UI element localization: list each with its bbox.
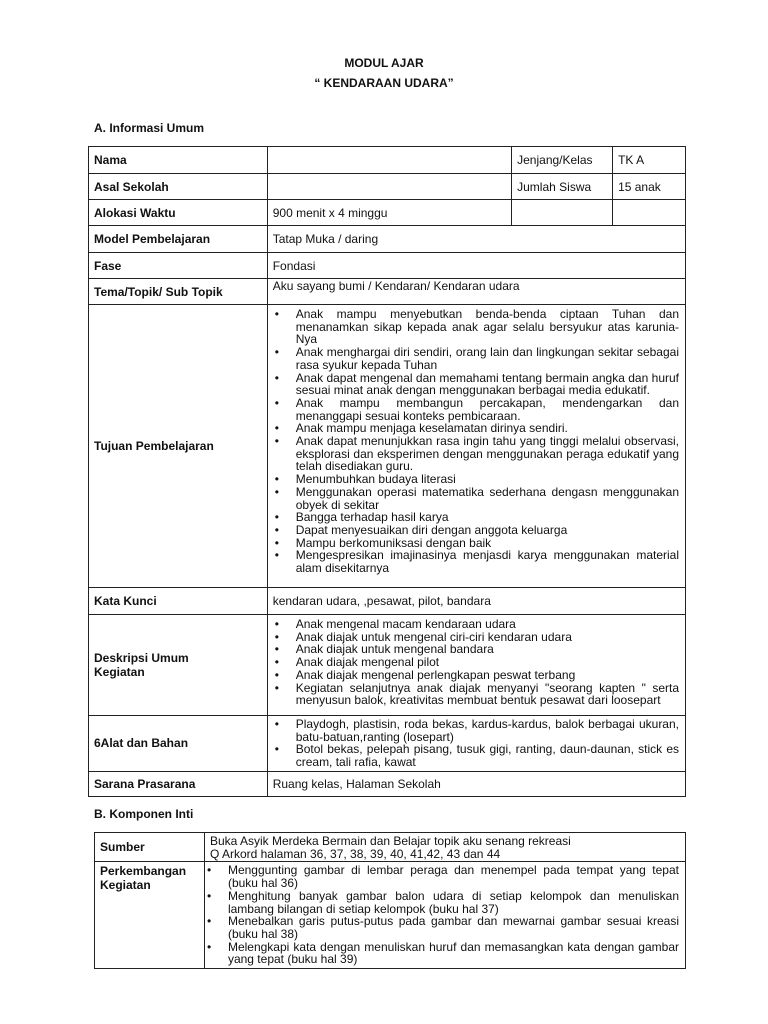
alat-cell <box>267 716 685 772</box>
sekolah-value <box>267 174 511 200</box>
row-perkembangan <box>95 862 686 969</box>
fase-label: Fase <box>89 253 268 279</box>
perkembangan-list <box>205 864 679 966</box>
sarana-value: Ruang kelas, Halaman Sekolah <box>267 771 685 796</box>
fase-value: Fondasi <box>267 253 685 279</box>
komponen-inti-table <box>94 832 686 969</box>
tujuan-list <box>273 308 679 575</box>
kunci-value: kendaran udara, ,pesawat, pilot, bandara <box>267 588 685 615</box>
alat-label: 6Alat dan Bahan <box>89 716 268 772</box>
row-asal-sekolah <box>89 174 686 200</box>
list-item: • Mengespresikan imajinasinya menjasdi karya menggunakan material alam disekitarnya <box>273 549 679 574</box>
row-alat-bahan <box>89 716 686 772</box>
row-sarana <box>89 771 686 796</box>
sumber-line-2: Q Arkord halaman 36, 37, 38, 39, 40, 41,42, 43 dan 44 <box>209 846 501 861</box>
deskripsi-label <box>89 615 268 716</box>
jenjang-label: Jenjang/Kelas <box>512 147 613 174</box>
jenjang-value: TK A <box>613 147 686 174</box>
deskripsi-label-line2: Kegiatan <box>94 665 145 679</box>
model-label: Model Pembelajaran <box>89 226 268 253</box>
list-item: • Menggunakan operasi matematika sederhana dengasn menggunakan obyek di sekitar <box>273 486 679 511</box>
document-subtitle: “ KENDARAAN UDARA” <box>314 76 454 90</box>
list-item: • Anak mampu menjaga keselamatan dirinya sendiri. <box>273 422 679 435</box>
tema-value: Aku sayang bumi / Kendaran/ Kendaran udara <box>267 279 685 305</box>
row-fase <box>89 253 686 279</box>
list-item: • Anak mampu menyebutkan benda-benda ciptaan Tuhan dan menanamkan sikap kepada anak agar selalu bersyukur atas karunia-Nya <box>273 308 679 346</box>
list-item: • Menghitung banyak gambar balon udara di setiap kelompok dan menuliskan lambang bilangan di setiap kelompok (buku hal 37) <box>205 890 679 915</box>
list-item: • Playdogh, plastisin, roda bekas, kardus-kardus, balok berbagai ukuran, batu-batuan,ranting (losepart) <box>273 718 679 743</box>
sumber-line-1: Buka Asyik Merdeka Bermain dan Belajar topik aku senang rekreasi <box>209 834 571 848</box>
alokasi-label: Alokasi Waktu <box>89 200 268 226</box>
list-item: • Menggunting gambar di lembar peraga dan menempel pada tempat yang tepat (buku hal 36) <box>205 864 679 889</box>
list-item: • Anak mampu membangun percakapan, mendengarkan dan menanggapi sesuai konteks pembicaraan. <box>273 397 679 422</box>
row-model <box>89 226 686 253</box>
model-value: Tatap Muka / daring <box>267 226 685 253</box>
informasi-umum-table <box>88 146 686 797</box>
row-deskripsi <box>89 615 686 716</box>
list-item: • Anak dapat mengenal dan memahami tentang bermain angka dan huruf sesuai minat anak dengan menggunakan berbagai media edukatif. <box>273 372 679 397</box>
section-b-heading: B. Komponen Inti <box>94 807 194 821</box>
list-item: • Bangga terhadap hasil karya <box>273 511 679 524</box>
sarana-label: Sarana Prasarana <box>89 771 268 796</box>
row-tema <box>89 279 686 305</box>
list-item: • Menebalkan garis putus-putus pada gambar dan mewarnai gambar sesuai kreasi (buku hal 38) <box>205 915 679 940</box>
list-item: • Anak diajak untuk mengenal ciri-ciri kendaran udara <box>273 631 679 644</box>
row-kata-kunci <box>89 588 686 615</box>
row-nama <box>89 147 686 174</box>
sumber-label: Sumber <box>95 833 205 862</box>
list-item: • Anak diajak mengenal perlengkapan peswat terbang <box>273 669 679 682</box>
row-sumber <box>95 833 686 862</box>
deskripsi-list <box>273 618 679 707</box>
deskripsi-cell <box>267 615 685 716</box>
jumlah-value: 15 anak <box>613 174 686 200</box>
list-item: • Anak diajak untuk mengenal bandara <box>273 643 679 656</box>
sekolah-label: Asal Sekolah <box>89 174 268 200</box>
kunci-label: Kata Kunci <box>89 588 268 615</box>
perkembangan-label <box>95 862 205 969</box>
row-alokasi <box>89 200 686 226</box>
list-item: • Anak mengenal macam kendaraan udara <box>273 618 679 631</box>
list-item: • Anak diajak mengenal pilot <box>273 656 679 669</box>
list-item: • Mampu berkomuniksasi dengan baik <box>273 537 679 550</box>
nama-label: Nama <box>89 147 268 174</box>
list-item: • Menumbuhkan budaya literasi <box>273 473 679 486</box>
list-item: • Melengkapi kata dengan menuliskan huruf dan memasangkan kata dengan gambar yang tepat (buku hal 39) <box>205 941 679 966</box>
perkembangan-label-line1: Perkembangan <box>100 864 187 879</box>
list-item: • Dapat menyesuaikan diri dengan anggota keluarga <box>273 524 679 537</box>
list-item: • Kegiatan selanjutnya anak diajak menyanyi "seorang kapten " serta menyusun balok, kreativitas membuat bentuk pesawat dari loosepart <box>273 682 679 707</box>
deskripsi-label-line1: Deskripsi Umum <box>94 651 189 665</box>
list-item: • Anak dapat menunjukkan rasa ingin tahu yang tinggi melalui observasi, eksplorasi dan eksperimen dengan menggunakan peraga edukatif yang telah disediakan guru. <box>273 435 679 473</box>
perkembangan-cell <box>204 862 685 969</box>
tema-label: Tema/Topik/ Sub Topik <box>89 279 268 305</box>
tujuan-label: Tujuan Pembelajaran <box>89 305 268 588</box>
document-title: MODUL AJAR <box>344 56 424 70</box>
section-a-heading: A. Informasi Umum <box>94 121 205 135</box>
jumlah-label: Jumlah Siswa <box>512 174 613 200</box>
perkembangan-label-line2: Kegiatan <box>100 878 151 893</box>
list-item: • Botol bekas, pelepah pisang, tusuk gigi, ranting, daun-daunan, stick es cream, tali rafia, kawat <box>273 743 679 768</box>
list-item: • Anak menghargai diri sendiri, orang lain dan lingkungan sekitar sebagai rasa syukur kepada Tuhan <box>273 346 679 371</box>
alokasi-value: 900 menit x 4 minggu <box>267 200 511 226</box>
alat-list <box>273 718 679 769</box>
nama-value <box>267 147 511 174</box>
sumber-cell <box>204 833 685 862</box>
tujuan-cell <box>267 305 685 588</box>
row-tujuan <box>89 305 686 588</box>
